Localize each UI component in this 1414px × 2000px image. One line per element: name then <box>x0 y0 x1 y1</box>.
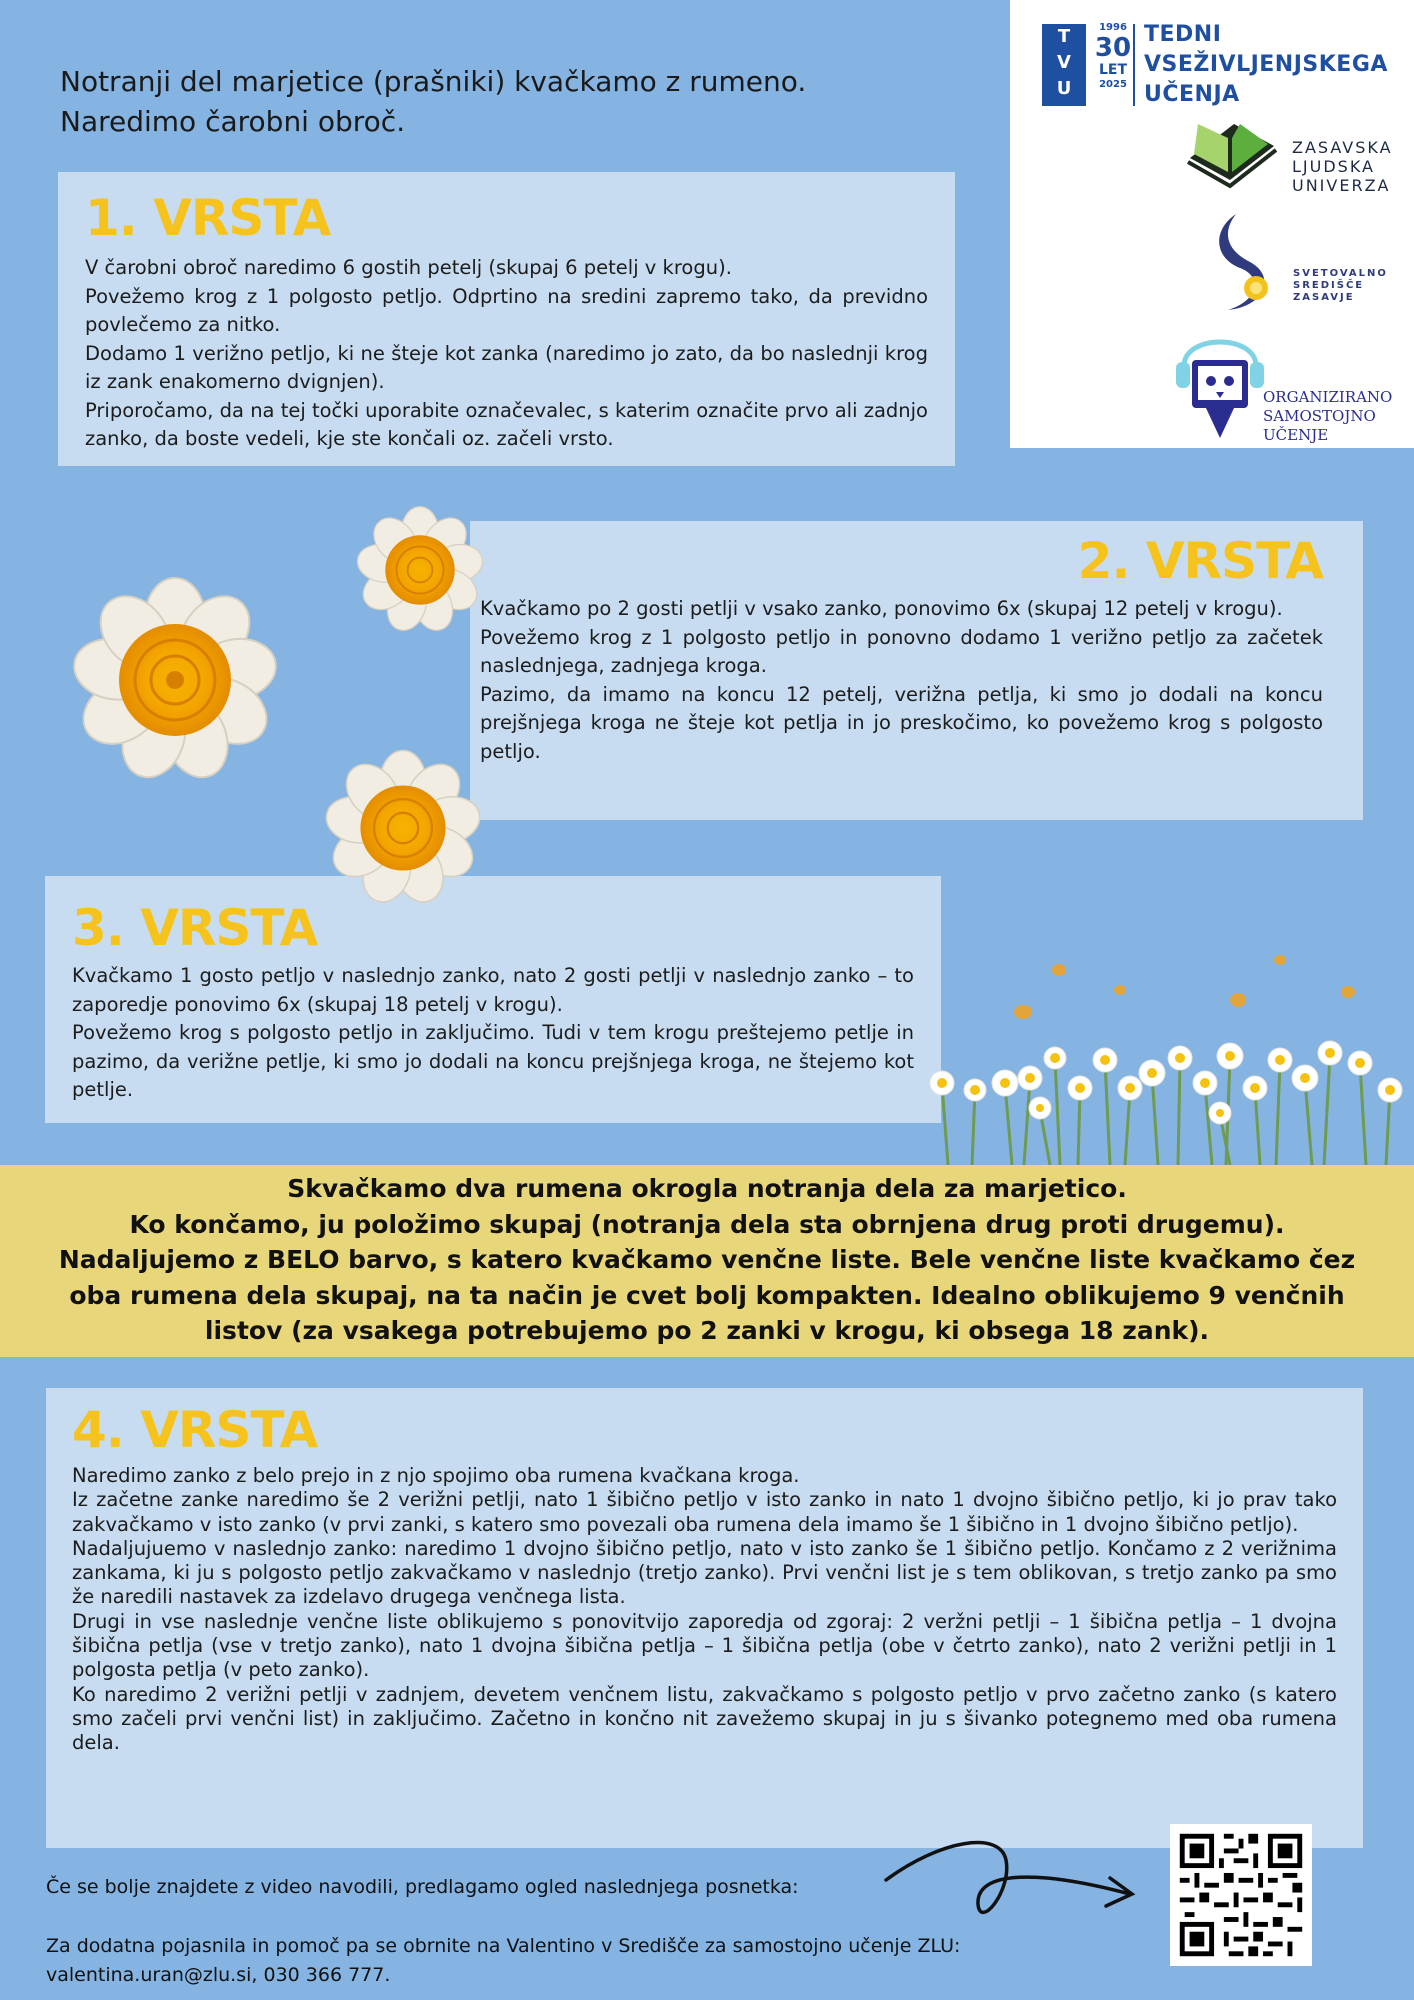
svs-name: SVETOVALNO SREDIŠČE ZASAVJE <box>1293 268 1388 303</box>
row-1-paragraph: Priporočamo, da na tej točki uporabite označevalec, s katerim označite prvo ali zadnjo zanko, da boste vedeli, kje ste končali oz. začeli vrsto. <box>85 398 928 450</box>
osu-name: ORGANIZIRANO SAMOSTOJNO UČENJE <box>1263 388 1393 444</box>
daisy-small-bottom <box>323 750 484 908</box>
daisy-large <box>69 578 280 786</box>
row-3-title: 3. VRSTA <box>72 899 318 957</box>
intro-line-1: Notranji del marjetice (prašniki) kvačkamo z rumeno. <box>60 65 807 98</box>
row-3-paragraph: Kvačkamo 1 gosto petljo v naslednjo zanko, nato 2 gosti petlji v naslednjo zanko – to zaporedje ponovimo 6x (skupaj 18 petelj v krogu). <box>72 964 914 1016</box>
row-2-title: 2. VRSTA <box>1077 532 1323 590</box>
row-2-paragraph: Pazimo, da imamo na koncu 12 petelj, verižna petlja, ki smo jo dodali na koncu prejšnjega kroga ne šteje kot petlja in jo preskočimo, ko povežemo krog s polgosto petljo. <box>480 682 1323 763</box>
instruction-banner <box>0 1165 1414 1357</box>
row-4-paragraph: Naredimo zanko z belo prejo in z njo spojimo oba rumena kvačkana kroga. <box>72 1464 800 1487</box>
row-2-paragraph: Kvačkamo po 2 gosti petlji v vsako zanko, ponovimo 6x (skupaj 12 petelj v krogu). <box>480 597 1283 620</box>
tvu-anniversary: 1996 30 LET 2025 <box>1094 22 1132 90</box>
bee-icon <box>1014 955 1355 1019</box>
contact-text[interactable]: valentina.uran@zlu.si, 030 366 777. <box>46 1964 391 1986</box>
qr-code-icon <box>1170 1824 1312 1966</box>
row-2-paragraph: Povežemo krog z 1 polgosto petljo in ponovno dodamo 1 verižno petljo za začetek naslednjega, zadnjega kroga. <box>480 625 1323 677</box>
zlu-name: ZASAVSKA LJUDSKA UNIVERZA <box>1292 138 1393 195</box>
book-logo-icon <box>1182 118 1282 200</box>
video-text: Če se bolje znajdete z video navodili, predlagamo ogled naslednjega posnetka: <box>46 1876 799 1898</box>
banner-line-1: Skvačkamo dva rumena okrogla notranja dela za marjetico. <box>287 1174 1127 1203</box>
row-4-paragraph: Iz začetne zanke naredimo še 2 verižni petlji, nato 1 šibično petljo v isto zanko in nato 1 dvojno šibično petljo, ki jo prav tako zakvačkamo v isto zanko (v prvi zanki, s katero smo povezali oba rumena dela imamo še 1 šibično in 1 dvojno šibično petljo). <box>72 1488 1337 1536</box>
row-1-paragraph: Povežemo krog z 1 polgosto petljo. Odprtino na sredini zapremo tako, da previdno povlečemo za nitko. <box>85 284 928 336</box>
row-1-paragraph: Dodamo 1 verižno petljo, ki ne šteje kot zanka (naredimo jo zato, da bo naslednji krog iz zank enakomerno dvignjen). <box>85 341 928 393</box>
intro-line-2: Naredimo čarobni obroč. <box>60 105 406 138</box>
help-text: Za dodatna pojasnila in pomoč pa se obrnite na Valentino v Središče za samostojno učenje ZLU: <box>46 1935 961 1957</box>
tvu-letters-block: T V U <box>1042 24 1086 106</box>
row-4-card <box>46 1388 1363 1848</box>
row-4-paragraph: Nadaljujuemo v naslednjo zanko: naredimo 1 dvojno šibično petljo, nato v isto zanko še 1 šibično petljo. Končamo z 2 verižnima zankama, ki ju s polgosto petljo zakvačkamo v naslednjo (tretjo zanko). Prvi venčni list je s tem oblikovan, s tretjo zanko pa smo že naredili nastavek za izdelavo drugega venčnega lista. <box>72 1536 1337 1609</box>
row-1-title: 1. VRSTA <box>85 189 331 247</box>
crocheted-daisies-image <box>40 490 510 930</box>
owl-headphones-logo-icon <box>1170 326 1270 442</box>
banner-line-2: Ko končamo, ju položimo skupaj (notranja dela sta obrnjena drug proti drugemu). Nadaljujemo z BELO barvo, s katero kvačkamo venčne liste. Bele venčne liste kvačkamo čez oba rumena dela skupaj, na ta način je cvet bolj kompakten. Idealno oblikujemo 9 venčnih listov (za vsakega potrebujemo po 2 zanki v krogu, ki obsega 18 zank). <box>58 1209 1356 1345</box>
arrow-icon <box>880 1830 1140 1940</box>
row-4-paragraph: Ko naredimo 2 verižni petlji v zadnjem, devetem venčnem listu, zakvačkamo s polgosto petljo v prvo začetno zanko (s katero smo začeli prvi venčni list) in zaključimo. Začetno in končno nit zavežemo skupaj in ju s šivanko potegnemo med oba rumena dela. <box>72 1682 1337 1755</box>
tvu-divider <box>1133 24 1135 106</box>
intro-text <box>60 62 806 142</box>
row-4-title: 4. VRSTA <box>72 1401 318 1459</box>
row-2-card <box>470 521 1363 820</box>
tvu-title: TEDNI VSEŽIVLJENJSKEGA UČENJA <box>1144 22 1388 107</box>
row-4-paragraph: Drugi in vse naslednje venčne liste oblikujemo s ponovitvijo zaporedja od zgoraj: 2 veržni petlji – 1 šibična petlja – 1 dvojna šibična petlja (vse v tretjo zanko), nato 1 dvojna šibična petlja – 1 šibična petlja (obe v četrto zanko), nato 2 verižni petlji in 1 polgosta petlja (v peto zanko). <box>72 1609 1337 1682</box>
daisy-small-top <box>354 507 485 636</box>
row-1-paragraph: V čarobni obroč naredimo 6 gostih petelj (skupaj 6 petelj v krogu). <box>85 256 732 279</box>
daisy-field-illustration <box>920 940 1414 1165</box>
row-3-paragraph: Povežemo krog s polgosto petljo in zaključimo. Tudi v tem krogu preštejemo petlje in pazimo, da verižne petlje, ki smo jo dodali na koncu prejšnjega kroga, ne štejemo kot petlje. <box>72 1021 914 1101</box>
logo-panel <box>1010 0 1414 448</box>
sun-swoosh-logo-icon <box>1206 210 1286 314</box>
row-1-card <box>58 172 955 466</box>
qr-code[interactable] <box>1170 1824 1312 1966</box>
